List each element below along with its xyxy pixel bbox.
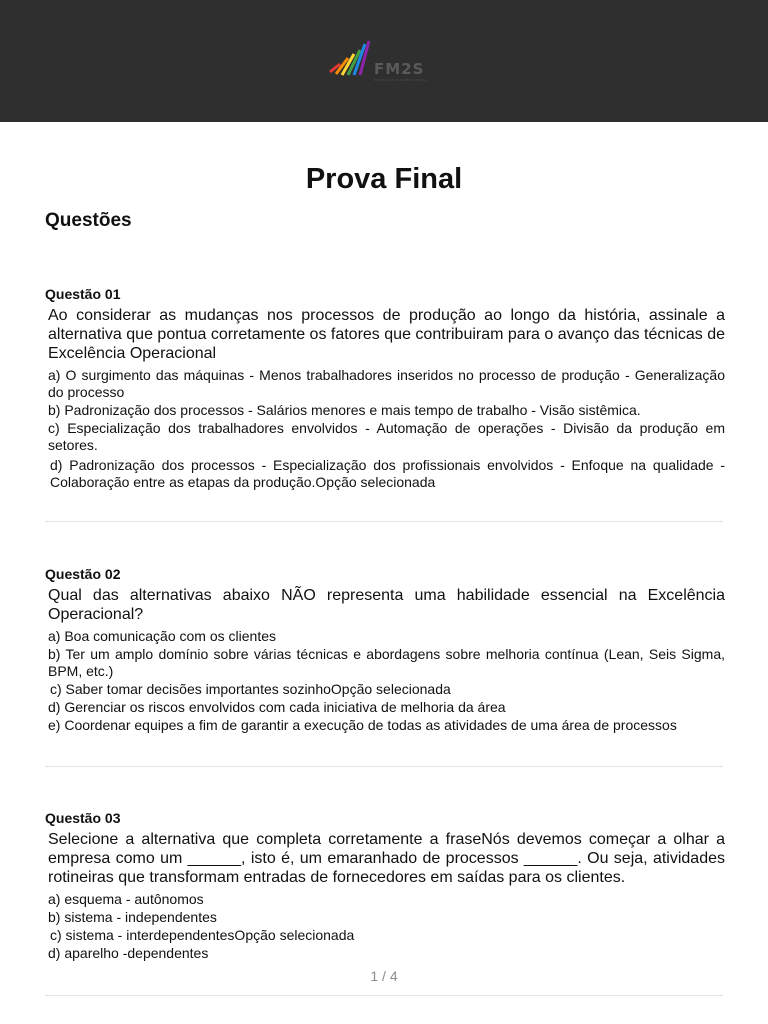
option-b[interactable]: b) Padronização dos processos - Salários menores e mais tempo de trabalho - Visão sistêmica. <box>48 402 641 418</box>
question-text: Selecione a alternativa que completa corretamente a fraseNós devemos começar a olhar a empresa como um ______, isto é, um emaranhado de processos ______. Ou seja, atividades rotineiras que transformam entradas de fornecedores em saídas para os clientes. <box>48 831 725 886</box>
option-a[interactable]: a) O surgimento das máquinas - Menos trabalhadores inseridos no processo de produção - Generalização do processo <box>48 367 725 400</box>
question-02 <box>45 566 725 735</box>
page-number: 1 / 4 <box>370 968 398 984</box>
option-d[interactable]: d) aparelho -dependentes <box>48 945 209 961</box>
section-title: Questões <box>45 210 132 231</box>
divider <box>45 766 723 767</box>
option-b[interactable]: b) Ter um amplo domínio sobre várias técnicas e abordagens sobre melhoria contínua (Lean, Seis Sigma, BPM, etc.) <box>48 646 725 679</box>
question-label: Questão 03 <box>45 810 121 826</box>
question-03 <box>45 810 725 963</box>
logo-stripes-icon <box>328 40 378 80</box>
option-c-selected[interactable]: c) Saber tomar decisões importantes sozinhoOpção selecionada <box>50 681 451 697</box>
divider <box>45 521 723 522</box>
logo-text: FM2S <box>374 60 425 78</box>
divider <box>45 995 723 996</box>
question-01 <box>45 286 725 492</box>
option-d-selected[interactable]: d) Padronização dos processos - Especialização dos profissionais envolvidos - Enfoque na qualidade - Colaboração entre as etapas da produção.Opção selecionada <box>50 457 725 490</box>
header-bar <box>0 0 768 122</box>
question-text: Qual das alternativas abaixo NÃO representa uma habilidade essencial na Excelência Operacional? <box>48 587 725 623</box>
option-a[interactable]: a) Boa comunicação com os clientes <box>48 628 276 644</box>
question-label: Questão 02 <box>45 566 121 582</box>
logo-subtext: EDUCAÇÃO E CONSULTORIA <box>374 78 428 82</box>
fm2s-logo <box>328 40 438 80</box>
question-label: Questão 01 <box>45 286 121 302</box>
option-a[interactable]: a) esquema - autônomos <box>48 891 204 907</box>
option-e[interactable]: e) Coordenar equipes a fim de garantir a execução de todas as atividades de uma área de processos <box>48 717 677 733</box>
option-d[interactable]: d) Gerenciar os riscos envolvidos com cada iniciativa de melhoria da área <box>48 699 506 715</box>
option-c[interactable]: c) Especialização dos trabalhadores envolvidos - Automação de operações - Divisão da produção em setores. <box>48 420 725 453</box>
question-text: Ao considerar as mudanças nos processos de produção ao longo da história, assinale a alternativa que pontua corretamente os fatores que contribuiram para o avanço das técnicas de Excelência Operacional <box>48 307 725 362</box>
page-title: Prova Final <box>305 163 463 195</box>
option-c-selected[interactable]: c) sistema - interdependentesOpção selecionada <box>50 927 355 943</box>
option-b[interactable]: b) sistema - independentes <box>48 909 217 925</box>
